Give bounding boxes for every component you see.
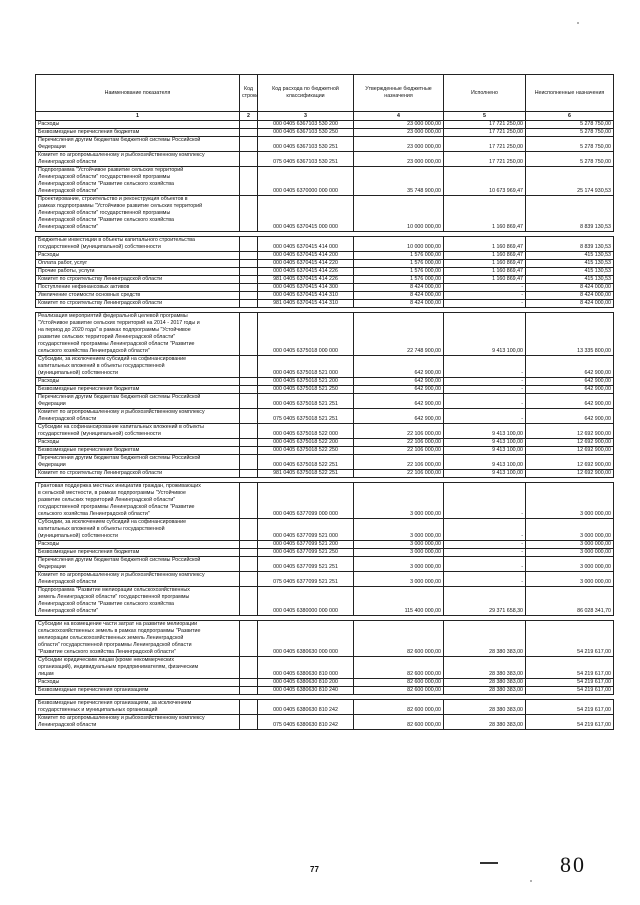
row-unexecuted-cell: 642 900,00 xyxy=(526,356,614,378)
row-executed-cell: - xyxy=(444,356,526,378)
row-unexecuted-cell: 54 219 617,00 xyxy=(526,687,614,695)
row-code-cell xyxy=(240,129,258,137)
row-name-cell: Расходы xyxy=(36,679,240,687)
row-unexecuted-cell: 5 278 750,00 xyxy=(526,137,614,152)
table-row xyxy=(36,284,614,292)
row-approved-cell: 82 600 000,00 xyxy=(354,621,444,657)
row-code-cell xyxy=(240,455,258,470)
row-code-cell xyxy=(240,313,258,356)
row-approved-cell: 3 000 000,00 xyxy=(354,549,444,557)
table-row xyxy=(36,268,614,276)
row-executed-cell: 10 673 969,47 xyxy=(444,167,526,196)
row-unexecuted-cell: 8 424 000,00 xyxy=(526,292,614,300)
row-executed-cell: - xyxy=(444,292,526,300)
row-executed-cell: 9 413 100,00 xyxy=(444,470,526,478)
row-executed-cell: 17 721 250,00 xyxy=(444,129,526,137)
row-unexecuted-cell: 642 900,00 xyxy=(526,409,614,424)
row-name-cell: Безвозмездные перечисления бюджетам xyxy=(36,549,240,557)
row-executed-cell: - xyxy=(444,300,526,308)
row-kbk-cell: 000 0405 6380630 810 240 xyxy=(258,687,354,695)
row-executed-cell: - xyxy=(444,557,526,572)
table-row xyxy=(36,196,614,232)
header-name: Наименование показателя xyxy=(36,75,240,112)
row-name-cell: Перечисления другим бюджетам бюджетной системы Российской Федерации xyxy=(36,137,240,152)
row-name-cell: Субсидии юридическим лицам (кроме некоммерческих организаций), индивидуальным предпринимателям, физическим лицам xyxy=(36,657,240,679)
row-name-cell: Подпрограмма "Устойчивое развитие сельских территорий Ленинградской области" государственной программы Ленинградской области "Развитие сельского хозяйства Ленинградской области" xyxy=(36,167,240,196)
row-kbk-cell: 000 0405 6375018 522 251 xyxy=(258,455,354,470)
row-code-cell xyxy=(240,394,258,409)
row-approved-cell: 22 106 000,00 xyxy=(354,470,444,478)
table-row xyxy=(36,409,614,424)
table-row xyxy=(36,424,614,439)
row-executed-cell: 17 721 250,00 xyxy=(444,137,526,152)
row-code-cell xyxy=(240,137,258,152)
row-approved-cell: 22 106 000,00 xyxy=(354,455,444,470)
table-row xyxy=(36,292,614,300)
column-number: 5 xyxy=(444,112,526,121)
row-approved-cell: 82 600 000,00 xyxy=(354,679,444,687)
row-kbk-cell: 000 0405 6367103 530 200 xyxy=(258,121,354,129)
row-name-cell: Комитет по агропромышленному и рыбохозяйственному комплексу Ленинградской области xyxy=(36,152,240,167)
row-executed-cell: - xyxy=(444,519,526,541)
table-row xyxy=(36,394,614,409)
row-executed-cell: 28 380 383,00 xyxy=(444,679,526,687)
row-name-cell: Расходы xyxy=(36,378,240,386)
row-unexecuted-cell: 54 219 617,00 xyxy=(526,621,614,657)
row-kbk-cell: 000 0405 6370415 414 300 xyxy=(258,284,354,292)
row-kbk-cell: 000 0405 6375018 521 251 xyxy=(258,394,354,409)
row-executed-cell: - xyxy=(444,284,526,292)
row-kbk-cell: 075 0405 6380630 810 242 xyxy=(258,715,354,730)
row-approved-cell: 642 900,00 xyxy=(354,409,444,424)
row-unexecuted-cell: 415 130,53 xyxy=(526,268,614,276)
row-approved-cell: 82 600 000,00 xyxy=(354,687,444,695)
row-code-cell xyxy=(240,167,258,196)
table-row xyxy=(36,455,614,470)
row-approved-cell: 642 900,00 xyxy=(354,378,444,386)
row-executed-cell: - xyxy=(444,549,526,557)
row-unexecuted-cell: 12 692 900,00 xyxy=(526,447,614,455)
table-row xyxy=(36,557,614,572)
row-name-cell: Комитет по агропромышленному и рыбохозяйственному комплексу Ленинградской области xyxy=(36,715,240,730)
row-code-cell xyxy=(240,252,258,260)
row-kbk-cell: 000 0405 6377099 521 000 xyxy=(258,519,354,541)
row-code-cell xyxy=(240,657,258,679)
row-approved-cell: 22 106 000,00 xyxy=(354,424,444,439)
row-kbk-cell: 000 0405 6370415 414 000 xyxy=(258,237,354,252)
row-code-cell xyxy=(240,386,258,394)
row-executed-cell: - xyxy=(444,409,526,424)
row-name-cell: Комитет по строительству Ленинградской области xyxy=(36,470,240,478)
row-name-cell: Безвозмездные перечисления организациям xyxy=(36,687,240,695)
row-kbk-cell: 000 0405 6370415 414 310 xyxy=(258,292,354,300)
row-code-cell xyxy=(240,687,258,695)
table-row xyxy=(36,549,614,557)
row-name-cell: Комитет по агропромышленному и рыбохозяйственному комплексу Ленинградской области xyxy=(36,409,240,424)
row-executed-cell: - xyxy=(444,386,526,394)
row-kbk-cell: 981 0405 6375018 522 251 xyxy=(258,470,354,478)
row-name-cell: Субсидии, за исключением субсидий на софинансирование капитальных вложений в объекты государственной (муниципальной) собственности xyxy=(36,356,240,378)
row-name-cell: Перечисления другим бюджетам бюджетной системы Российской Федерации xyxy=(36,394,240,409)
row-kbk-cell: 000 0405 6370000 000 000 xyxy=(258,167,354,196)
budget-table xyxy=(35,74,614,730)
row-approved-cell: 22 748 900,00 xyxy=(354,313,444,356)
header-code: Код строки xyxy=(240,75,258,112)
row-unexecuted-cell: 54 219 617,00 xyxy=(526,700,614,715)
table-row xyxy=(36,687,614,695)
row-executed-cell: 9 413 100,00 xyxy=(444,424,526,439)
row-name-cell: Подпрограмма "Развитие мелиорации сельскохозяйственных земель Ленинградской области" государственной программы Ленинградской области "Развитие сельского хозяйства Ленинградской области" xyxy=(36,587,240,616)
header-executed: Исполнено xyxy=(444,75,526,112)
row-unexecuted-cell: 12 692 900,00 xyxy=(526,455,614,470)
column-number: 3 xyxy=(258,112,354,121)
table-row xyxy=(36,152,614,167)
row-unexecuted-cell: 3 000 000,00 xyxy=(526,541,614,549)
row-unexecuted-cell: 86 028 341,70 xyxy=(526,587,614,616)
row-code-cell xyxy=(240,424,258,439)
column-number: 2 xyxy=(240,112,258,121)
row-kbk-cell: 000 0405 6380630 810 000 xyxy=(258,657,354,679)
row-kbk-cell: 075 0405 6367103 530 251 xyxy=(258,152,354,167)
row-name-cell: Безвозмездные перечисления организациям, за исключением государственных и муниципальных организаций xyxy=(36,700,240,715)
row-approved-cell: 82 600 000,00 xyxy=(354,657,444,679)
row-code-cell xyxy=(240,292,258,300)
row-name-cell: Прочие работы, услуги xyxy=(36,268,240,276)
table-row xyxy=(36,276,614,284)
row-name-cell: Безвозмездные перечисления бюджетам xyxy=(36,447,240,455)
row-executed-cell: 9 413 100,00 xyxy=(444,313,526,356)
row-name-cell: Расходы xyxy=(36,439,240,447)
row-approved-cell: 3 000 000,00 xyxy=(354,541,444,549)
row-name-cell: Безвозмездные перечисления бюджетам xyxy=(36,386,240,394)
row-kbk-cell: 000 0405 6377099 521 251 xyxy=(258,557,354,572)
row-executed-cell: 9 413 100,00 xyxy=(444,447,526,455)
row-kbk-cell: 000 0405 6380000 000 000 xyxy=(258,587,354,616)
row-name-cell: Комитет по строительству Ленинградской области xyxy=(36,300,240,308)
row-unexecuted-cell: 5 278 750,00 xyxy=(526,152,614,167)
row-code-cell xyxy=(240,237,258,252)
column-number-row xyxy=(36,112,614,121)
budget-execution-sheet xyxy=(35,74,613,730)
table-row xyxy=(36,679,614,687)
table-row xyxy=(36,252,614,260)
scan-speck xyxy=(530,880,532,882)
row-code-cell xyxy=(240,356,258,378)
row-name-cell: Увеличение стоимости основных средств xyxy=(36,292,240,300)
table-row xyxy=(36,572,614,587)
row-code-cell xyxy=(240,587,258,616)
row-kbk-cell: 000 0405 6375018 522 000 xyxy=(258,424,354,439)
row-approved-cell: 1 576 000,00 xyxy=(354,268,444,276)
row-unexecuted-cell: 5 278 750,00 xyxy=(526,129,614,137)
row-executed-cell: 1 160 869,47 xyxy=(444,237,526,252)
row-kbk-cell: 000 0405 6375018 521 200 xyxy=(258,378,354,386)
row-executed-cell: 29 371 658,30 xyxy=(444,587,526,616)
row-code-cell xyxy=(240,700,258,715)
row-unexecuted-cell: 3 000 000,00 xyxy=(526,557,614,572)
row-name-cell: Расходы xyxy=(36,252,240,260)
row-executed-cell: 28 380 383,00 xyxy=(444,687,526,695)
row-kbk-cell: 000 0405 6370415 414 220 xyxy=(258,260,354,268)
sheet-stamp-number: 80 xyxy=(560,852,586,877)
row-code-cell xyxy=(240,715,258,730)
row-kbk-cell: 981 0405 6370415 414 310 xyxy=(258,300,354,308)
row-kbk-cell: 000 0405 6370415 414 226 xyxy=(258,268,354,276)
row-kbk-cell: 000 0405 6367103 530 250 xyxy=(258,129,354,137)
table-row xyxy=(36,470,614,478)
row-unexecuted-cell: 642 900,00 xyxy=(526,378,614,386)
row-approved-cell: 10 000 000,00 xyxy=(354,196,444,232)
row-unexecuted-cell: 25 174 930,53 xyxy=(526,167,614,196)
row-name-cell: Комитет по агропромышленному и рыбохозяйственному комплексу Ленинградской области xyxy=(36,572,240,587)
row-name-cell: Реализация мероприятий федеральной целевой программы "Устойчивое развитие сельских территорий на 2014 - 2017 годы и на период до 2020 года" в рамках подпрограммы "Устойчивое развитие сельских территорий Ленинградской области" государственной программы Ленинградской области "Развитие сельского хозяйства Ленинградской области" xyxy=(36,313,240,356)
table-row xyxy=(36,541,614,549)
row-code-cell xyxy=(240,541,258,549)
row-unexecuted-cell: 54 219 617,00 xyxy=(526,715,614,730)
row-code-cell xyxy=(240,557,258,572)
row-approved-cell: 115 400 000,00 xyxy=(354,587,444,616)
table-row xyxy=(36,121,614,129)
row-code-cell xyxy=(240,121,258,129)
row-name-cell: Поступление нефинансовых активов xyxy=(36,284,240,292)
row-approved-cell: 1 576 000,00 xyxy=(354,260,444,268)
row-approved-cell: 82 600 000,00 xyxy=(354,715,444,730)
row-name-cell: Перечисления другим бюджетам бюджетной системы Российской Федерации xyxy=(36,557,240,572)
row-approved-cell: 642 900,00 xyxy=(354,394,444,409)
row-kbk-cell: 000 0405 6375018 521 000 xyxy=(258,356,354,378)
row-executed-cell: 9 413 100,00 xyxy=(444,455,526,470)
row-unexecuted-cell: 8 424 000,00 xyxy=(526,284,614,292)
row-kbk-cell: 075 0405 6375018 521 251 xyxy=(258,409,354,424)
table-row xyxy=(36,700,614,715)
row-name-cell: Субсидии, за исключением субсидий на софинансирование капитальных вложений в объекты государственной (муниципальной) собственности xyxy=(36,519,240,541)
table-row xyxy=(36,715,614,730)
table-row xyxy=(36,300,614,308)
row-code-cell xyxy=(240,196,258,232)
header-kbk: Код расхода по бюджетной классификации xyxy=(258,75,354,112)
column-number: 4 xyxy=(354,112,444,121)
row-approved-cell: 23 000 000,00 xyxy=(354,137,444,152)
row-code-cell xyxy=(240,409,258,424)
row-name-cell: Грантовая поддержка местных инициатив граждан, проживающих в сельской местности, в рамках подпрограммы "Устойчивое развитие сельских территорий Ленинградской области" государственной программы Ленинградской области "Развитие сельского хозяйства Ленинградской области" xyxy=(36,483,240,519)
table-row xyxy=(36,386,614,394)
row-unexecuted-cell: 3 000 000,00 xyxy=(526,483,614,519)
row-unexecuted-cell: 54 219 617,00 xyxy=(526,679,614,687)
table-body xyxy=(36,121,614,730)
row-code-cell xyxy=(240,621,258,657)
row-name-cell: Субсидии на софинансирование капитальных вложений в объекты государственной (муниципальной) собственности xyxy=(36,424,240,439)
row-executed-cell: 17 721 250,00 xyxy=(444,121,526,129)
row-code-cell xyxy=(240,260,258,268)
header-row xyxy=(36,75,614,112)
row-unexecuted-cell: 12 692 900,00 xyxy=(526,470,614,478)
header-approved: Утвержденные бюджетные назначения xyxy=(354,75,444,112)
table-row xyxy=(36,621,614,657)
row-executed-cell: 1 160 869,47 xyxy=(444,196,526,232)
row-unexecuted-cell: 642 900,00 xyxy=(526,394,614,409)
row-approved-cell: 8 424 000,00 xyxy=(354,300,444,308)
row-unexecuted-cell: 8 839 130,53 xyxy=(526,237,614,252)
row-name-cell: Оплата работ, услуг xyxy=(36,260,240,268)
row-executed-cell: - xyxy=(444,483,526,519)
row-code-cell xyxy=(240,549,258,557)
table-row xyxy=(36,313,614,356)
table-row xyxy=(36,447,614,455)
table-row xyxy=(36,167,614,196)
row-kbk-cell: 000 0405 6375018 522 250 xyxy=(258,447,354,455)
column-number: 1 xyxy=(36,112,240,121)
row-code-cell xyxy=(240,447,258,455)
row-kbk-cell: 981 0405 6370415 414 226 xyxy=(258,276,354,284)
row-code-cell xyxy=(240,268,258,276)
row-kbk-cell: 000 0405 6375018 521 250 xyxy=(258,386,354,394)
table-row xyxy=(36,237,614,252)
row-kbk-cell: 075 0405 6377099 521 251 xyxy=(258,572,354,587)
row-approved-cell: 8 424 000,00 xyxy=(354,284,444,292)
row-code-cell xyxy=(240,572,258,587)
row-approved-cell: 23 000 000,00 xyxy=(354,152,444,167)
row-approved-cell: 642 900,00 xyxy=(354,356,444,378)
row-kbk-cell: 000 0405 6370415 000 000 xyxy=(258,196,354,232)
row-kbk-cell: 000 0405 6370415 414 200 xyxy=(258,252,354,260)
row-approved-cell: 3 000 000,00 xyxy=(354,483,444,519)
row-kbk-cell: 000 0405 6380630 000 000 xyxy=(258,621,354,657)
row-approved-cell: 23 000 000,00 xyxy=(354,121,444,129)
table-row xyxy=(36,378,614,386)
row-approved-cell: 8 424 000,00 xyxy=(354,292,444,300)
row-approved-cell: 82 600 000,00 xyxy=(354,700,444,715)
row-executed-cell: 9 413 100,00 xyxy=(444,439,526,447)
row-executed-cell: 28 380 383,00 xyxy=(444,621,526,657)
row-executed-cell: 28 380 383,00 xyxy=(444,715,526,730)
row-kbk-cell: 000 0405 6367103 530 251 xyxy=(258,137,354,152)
row-unexecuted-cell: 415 130,53 xyxy=(526,252,614,260)
row-name-cell: Безвозмездные перечисления бюджетам xyxy=(36,129,240,137)
row-unexecuted-cell: 12 692 900,00 xyxy=(526,439,614,447)
row-approved-cell: 35 748 900,00 xyxy=(354,167,444,196)
page-number: 77 xyxy=(310,865,319,874)
row-code-cell xyxy=(240,483,258,519)
row-approved-cell: 23 000 000,00 xyxy=(354,129,444,137)
row-code-cell xyxy=(240,152,258,167)
row-executed-cell: 1 160 869,47 xyxy=(444,252,526,260)
row-kbk-cell: 000 0405 6377099 521 200 xyxy=(258,541,354,549)
row-name-cell: Расходы xyxy=(36,541,240,549)
table-row xyxy=(36,356,614,378)
column-number: 6 xyxy=(526,112,614,121)
row-unexecuted-cell: 54 219 617,00 xyxy=(526,657,614,679)
row-kbk-cell: 000 0405 6375018 000 000 xyxy=(258,313,354,356)
row-executed-cell: 1 160 869,47 xyxy=(444,276,526,284)
row-unexecuted-cell: 8 424 000,00 xyxy=(526,300,614,308)
row-approved-cell: 1 576 000,00 xyxy=(354,276,444,284)
row-kbk-cell: 000 0405 6375018 522 200 xyxy=(258,439,354,447)
row-approved-cell: 3 000 000,00 xyxy=(354,572,444,587)
table-row xyxy=(36,587,614,616)
row-executed-cell: - xyxy=(444,541,526,549)
row-kbk-cell: 000 0405 6377099 521 250 xyxy=(258,549,354,557)
table-row xyxy=(36,657,614,679)
row-kbk-cell: 000 0405 6380630 810 242 xyxy=(258,700,354,715)
row-code-cell xyxy=(240,470,258,478)
row-unexecuted-cell: 3 000 000,00 xyxy=(526,519,614,541)
row-code-cell xyxy=(240,519,258,541)
row-approved-cell: 10 000 000,00 xyxy=(354,237,444,252)
table-row xyxy=(36,483,614,519)
row-executed-cell: - xyxy=(444,394,526,409)
scan-speck xyxy=(577,22,579,24)
row-approved-cell: 3 000 000,00 xyxy=(354,557,444,572)
row-name-cell: Перечисления другим бюджетам бюджетной системы Российской Федерации xyxy=(36,455,240,470)
row-name-cell: Комитет по строительству Ленинградской области xyxy=(36,276,240,284)
row-executed-cell: 28 380 383,00 xyxy=(444,657,526,679)
row-approved-cell: 3 000 000,00 xyxy=(354,519,444,541)
handwritten-dash xyxy=(480,862,498,864)
table-row xyxy=(36,137,614,152)
row-code-cell xyxy=(240,679,258,687)
table-row xyxy=(36,519,614,541)
table-row xyxy=(36,260,614,268)
table-row xyxy=(36,129,614,137)
row-approved-cell: 22 106 000,00 xyxy=(354,447,444,455)
row-code-cell xyxy=(240,300,258,308)
row-executed-cell: 28 380 383,00 xyxy=(444,700,526,715)
row-name-cell: Бюджетные инвестиции в объекты капитального строительства государственной (муниципальной) собственности xyxy=(36,237,240,252)
row-approved-cell: 1 576 000,00 xyxy=(354,252,444,260)
row-kbk-cell: 000 0405 6377099 000 000 xyxy=(258,483,354,519)
row-unexecuted-cell: 415 130,53 xyxy=(526,276,614,284)
row-code-cell xyxy=(240,284,258,292)
row-approved-cell: 22 106 000,00 xyxy=(354,439,444,447)
row-unexecuted-cell: 13 335 800,00 xyxy=(526,313,614,356)
row-executed-cell: 1 160 869,47 xyxy=(444,260,526,268)
row-unexecuted-cell: 3 000 000,00 xyxy=(526,549,614,557)
row-executed-cell: - xyxy=(444,378,526,386)
row-name-cell: Субсидии на возмещение части затрат на развитие мелиорации сельскохозяйственных земель в рамках подпрограммы "Развитие мелиорации сельскохозяйственных земель Ленинградской области" государственной программы Ленинградской области "Развитие сельского хозяйства Ленинградской области" xyxy=(36,621,240,657)
row-kbk-cell: 000 0405 6380630 810 200 xyxy=(258,679,354,687)
row-code-cell xyxy=(240,276,258,284)
row-unexecuted-cell: 8 839 130,53 xyxy=(526,196,614,232)
row-unexecuted-cell: 12 692 900,00 xyxy=(526,424,614,439)
row-executed-cell: 1 160 869,47 xyxy=(444,268,526,276)
header-unexecuted: Неисполненные назначения xyxy=(526,75,614,112)
row-name-cell: Проектирование, строительство и реконструкция объектов в рамках подпрограммы "Устойчивое развитие сельских территорий Ленинградской области" государственной программы Ленинградской области "Развитие сельского хозяйства Ленинградской области" xyxy=(36,196,240,232)
row-executed-cell: - xyxy=(444,572,526,587)
row-unexecuted-cell: 5 278 750,00 xyxy=(526,121,614,129)
row-approved-cell: 642 900,00 xyxy=(354,386,444,394)
row-unexecuted-cell: 415 130,53 xyxy=(526,260,614,268)
row-unexecuted-cell: 642 900,00 xyxy=(526,386,614,394)
row-code-cell xyxy=(240,439,258,447)
row-executed-cell: 17 721 250,00 xyxy=(444,152,526,167)
table-row xyxy=(36,439,614,447)
row-name-cell: Расходы xyxy=(36,121,240,129)
row-code-cell xyxy=(240,378,258,386)
row-unexecuted-cell: 3 000 000,00 xyxy=(526,572,614,587)
